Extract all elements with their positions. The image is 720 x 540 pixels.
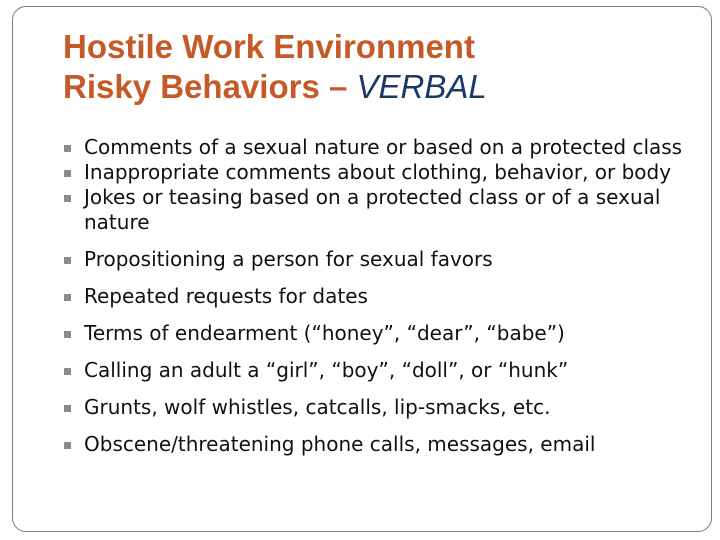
slide-frame bbox=[12, 6, 712, 532]
title-line-2-prefix: Risky Behaviors – bbox=[63, 68, 357, 105]
bullet-item bbox=[62, 185, 712, 235]
bullet-text: Jokes or teasing based on a protected class or of a sexual nature bbox=[84, 185, 661, 234]
bullet-text: Obscene/threatening phone calls, messages, email bbox=[84, 432, 596, 456]
bullet-item bbox=[62, 135, 712, 160]
bullet-text: Grunts, wolf whistles, catcalls, lip-smacks, etc. bbox=[84, 395, 551, 419]
square-bullet-icon bbox=[64, 368, 71, 375]
bullet-item bbox=[62, 321, 712, 346]
square-bullet-icon bbox=[64, 257, 71, 264]
bullet-item bbox=[62, 358, 712, 383]
bullet-item bbox=[62, 432, 712, 457]
bullet-text: Calling an adult a “girl”, “boy”, “doll”, or “hunk” bbox=[84, 358, 569, 382]
square-bullet-icon bbox=[64, 170, 71, 177]
bullet-item bbox=[62, 160, 712, 185]
bullet-text: Propositioning a person for sexual favors bbox=[84, 247, 493, 271]
square-bullet-icon bbox=[64, 195, 71, 202]
bullet-text: Comments of a sexual nature or based on a protected class bbox=[84, 135, 683, 159]
bullet-item bbox=[62, 284, 712, 309]
slide-title bbox=[63, 27, 487, 107]
bullet-list bbox=[62, 135, 712, 457]
square-bullet-icon bbox=[64, 442, 71, 449]
title-line-2 bbox=[63, 67, 487, 107]
title-emphasis: VERBAL bbox=[356, 68, 487, 105]
square-bullet-icon bbox=[64, 405, 71, 412]
bullet-item bbox=[62, 395, 712, 420]
square-bullet-icon bbox=[64, 331, 71, 338]
bullet-item bbox=[62, 247, 712, 272]
bullet-text: Repeated requests for dates bbox=[84, 284, 368, 308]
bullet-text: Inappropriate comments about clothing, behavior, or body bbox=[84, 160, 672, 184]
square-bullet-icon bbox=[64, 294, 71, 301]
square-bullet-icon bbox=[64, 145, 71, 152]
bullet-text: Terms of endearment (“honey”, “dear”, “babe”) bbox=[84, 321, 565, 345]
title-line-1: Hostile Work Environment bbox=[63, 28, 475, 65]
